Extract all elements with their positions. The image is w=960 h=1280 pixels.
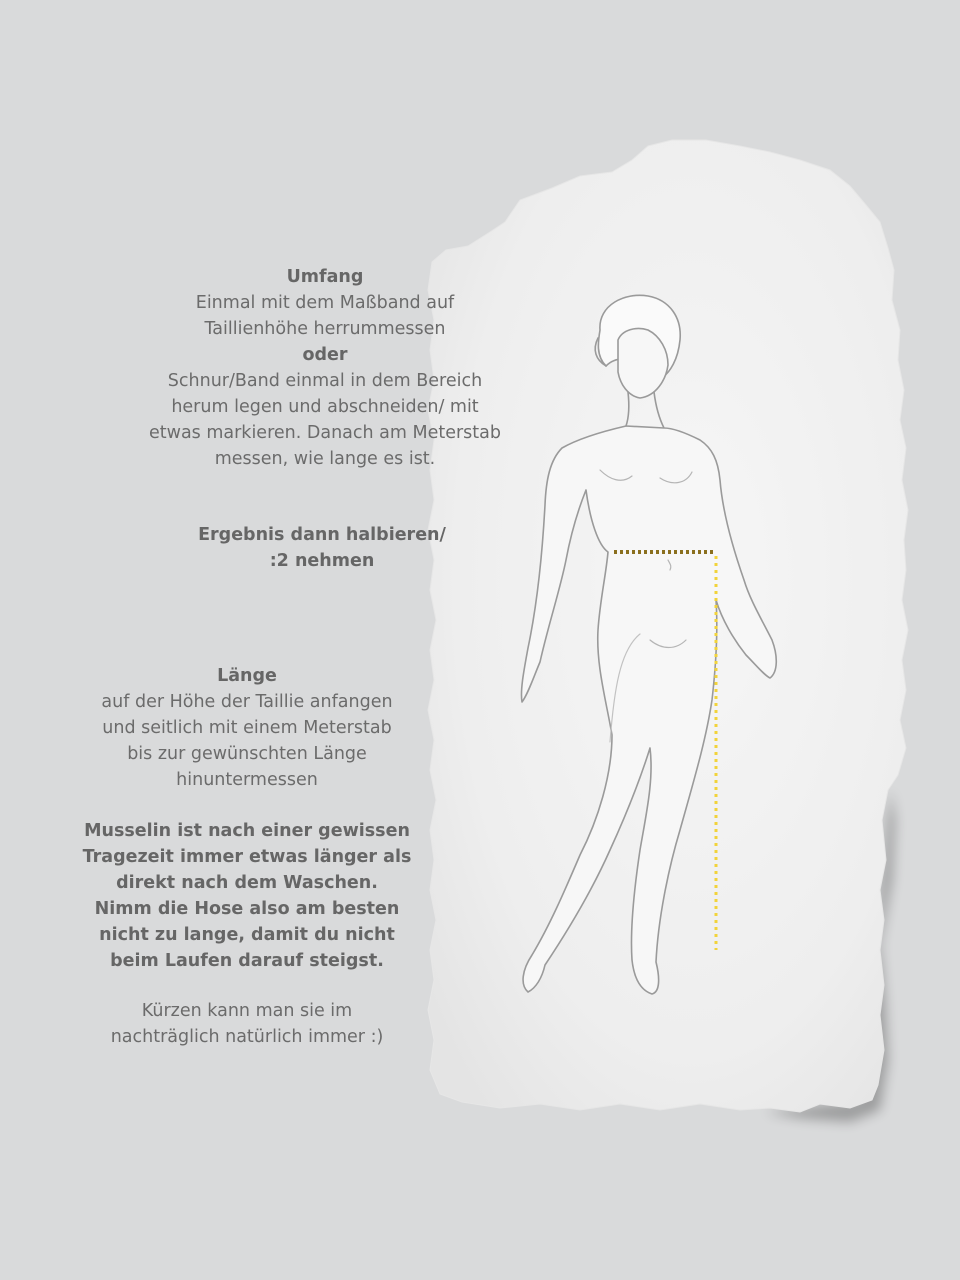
result-line-1: Ergebnis dann halbieren/ xyxy=(198,525,446,545)
muslin-line-3: direkt nach dem Waschen. xyxy=(116,873,378,893)
length-line-1: auf der Höhe der Taillie anfangen xyxy=(101,692,393,712)
result-line-2: :2 nehmen xyxy=(269,551,375,571)
shortening-note xyxy=(62,998,432,1050)
length-heading: Länge xyxy=(217,666,277,686)
muslin-line-6: beim Laufen darauf steigst. xyxy=(110,951,384,971)
length-line-2: und seitlich mit einem Meterstab xyxy=(102,718,392,738)
circumference-line-2: Taillienhöhe herrummessen xyxy=(204,319,446,339)
circumference-line-4: herum legen und abschneiden/ mit xyxy=(171,397,479,417)
circumference-line-6: messen, wie lange es ist. xyxy=(214,449,436,469)
shortening-line-1: Kürzen kann man sie im xyxy=(141,1001,353,1021)
circumference-line-1: Einmal mit dem Maßband auf xyxy=(195,293,455,313)
length-instructions xyxy=(62,663,432,793)
length-line-3: bis zur gewünschten Länge xyxy=(127,744,367,764)
circumference-line-3: Schnur/Band einmal in dem Bereich xyxy=(167,371,483,391)
shortening-line-2: nachträglich natürlich immer :) xyxy=(110,1027,384,1047)
circumference-heading: Umfang xyxy=(286,267,364,287)
circumference-instructions xyxy=(120,264,530,472)
muslin-line-2: Tragezeit immer etwas länger als xyxy=(82,847,412,867)
muslin-line-5: nicht zu lange, damit du nicht xyxy=(99,925,395,945)
result-note xyxy=(172,522,472,574)
muslin-note xyxy=(62,818,432,974)
muslin-line-4: Nimm die Hose also am besten xyxy=(94,899,400,919)
muslin-line-1: Musselin ist nach einer gewissen xyxy=(84,821,410,841)
circumference-or: oder xyxy=(302,345,348,365)
length-line-4: hinuntermessen xyxy=(176,770,318,790)
circumference-line-5: etwas markieren. Danach am Meterstab xyxy=(149,423,501,443)
